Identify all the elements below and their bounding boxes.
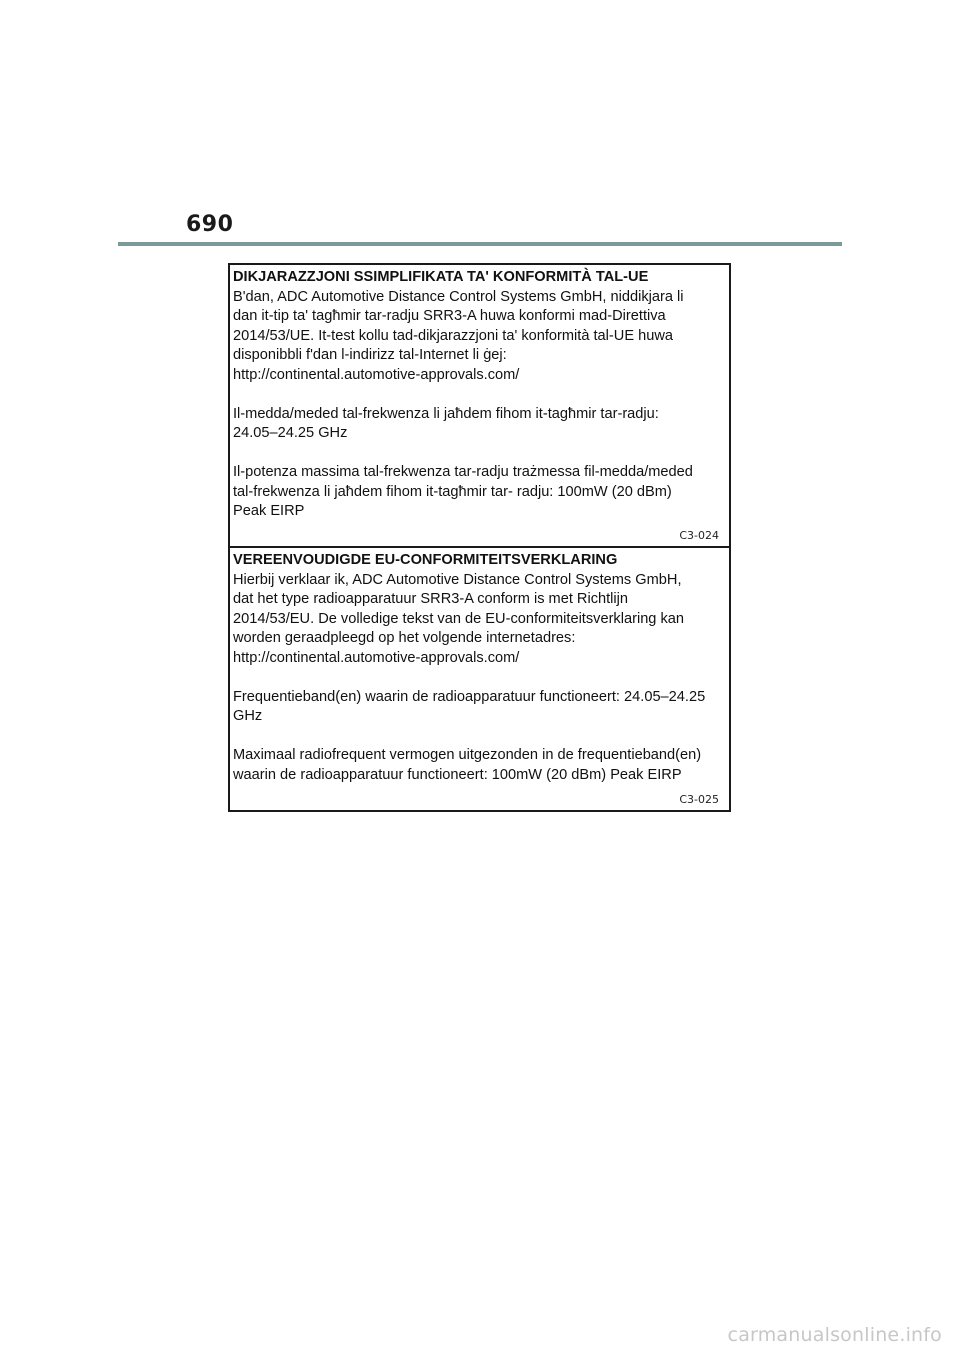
declaration-text-line: Hierbij verklaar ik, ADC Automotive Distance Control Systems GmbH, <box>233 571 682 588</box>
paragraph-gap <box>233 727 725 747</box>
max-power-line: Maximaal radiofrequent vermogen uitgezonden in de frequentieband(en) <box>233 747 702 763</box>
paragraph-gap <box>233 444 725 464</box>
max-power-line: Il-potenza massima tal-frekwenza tar-radju trażmessa fil-medda/meded <box>233 464 693 480</box>
box-code: C3-025 <box>679 793 719 806</box>
frequency-band-line: Il-medda/meded tal-frekwenza li jaħdem fihom it-tagħmir tar-radju: <box>233 405 659 422</box>
declaration-text-line: worden geraadpleegd op het volgende internetadres: <box>233 630 576 646</box>
declaration-text-line: 2014/53/UE. It-test kollu tad-dikjarazzjoni ta' konformità tal-UE huwa <box>233 327 673 344</box>
declaration-boxes <box>228 263 731 812</box>
declaration-text-line: dan it-tip ta' tagħmir tar-radju SRR3-A huwa konformi mad-Direttiva <box>233 308 666 324</box>
frequency-band-line: 24.05–24.25 GHz <box>233 425 348 441</box>
max-power-line: tal-frekwenza li jaħdem fihom it-tagħmir tar- radju: 100mW (20 dBm) <box>233 483 672 500</box>
declaration-box-dutch <box>230 546 729 810</box>
declaration-text-line: B'dan, ADC Automotive Distance Control Systems GmbH, niddikjara li <box>233 288 684 305</box>
paragraph-gap <box>233 385 725 405</box>
declaration-title: VEREENVOUDIGDE EU-CONFORMITEITSVERKLARING <box>233 552 618 568</box>
frequency-band-line: Frequentieband(en) waarin de radioapparatuur functioneert: 24.05–24.25 <box>233 688 706 705</box>
watermark: carmanualsonline.info <box>727 1324 942 1346</box>
declaration-text-line: dat het type radioapparatuur SRR3-A conform is met Richtlijn <box>233 591 629 607</box>
declaration-text-line: 2014/53/EU. De volledige tekst van de EU-conformiteitsverklaring kan <box>233 610 685 627</box>
frequency-band-line: GHz <box>233 708 263 724</box>
declaration-url: http://continental.automotive-approvals.com/ <box>233 649 520 666</box>
declaration-text-line: disponibbli f'dan l-indirizz tal-Internet li ġej: <box>233 347 507 363</box>
declaration-title: DIKJARAZZJONI SSIMPLIFIKATA TA' KONFORMITÀ TAL-UE <box>233 269 649 285</box>
paragraph-gap <box>233 668 725 688</box>
max-power-line: Peak EIRP <box>233 503 305 519</box>
page-number: 690 <box>186 212 234 237</box>
declaration-url: http://continental.automotive-approvals.com/ <box>233 366 520 383</box>
declaration-box-maltese <box>230 265 729 546</box>
box-code: C3-024 <box>679 529 719 542</box>
max-power-line: waarin de radioapparatuur functioneert: 100mW (20 dBm) Peak EIRP <box>233 766 682 783</box>
header-divider <box>118 242 842 246</box>
